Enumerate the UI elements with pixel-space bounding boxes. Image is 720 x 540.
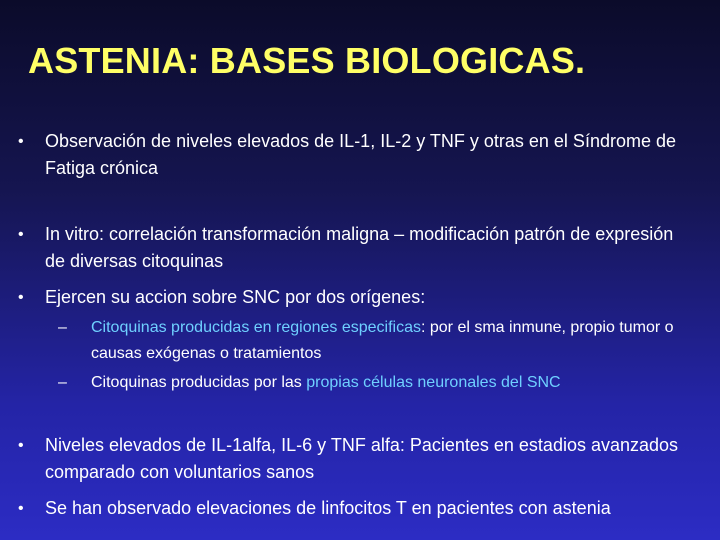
bullet-glyph: • bbox=[18, 500, 24, 517]
dash-glyph: – bbox=[58, 374, 67, 391]
bullet-glyph: • bbox=[18, 133, 24, 150]
bullet-item bbox=[18, 495, 698, 522]
sub-item bbox=[58, 315, 698, 367]
bullet-glyph: • bbox=[18, 226, 24, 243]
sub-text bbox=[91, 315, 698, 367]
bullet-item bbox=[18, 432, 698, 486]
bullet-text: Ejercen su accion sobre SNC por dos orígenes: bbox=[45, 287, 426, 307]
sub-text bbox=[91, 370, 698, 396]
bullet-glyph: • bbox=[18, 437, 24, 454]
sub-highlight: propias células neuronales del SNC bbox=[306, 374, 561, 391]
bullet-item bbox=[18, 284, 698, 311]
bullet-text: Niveles elevados de IL-1alfa, IL-6 y TNF alfa: Pacientes en estadios avanzados comparado con voluntarios sanos bbox=[45, 435, 679, 482]
bullet-item bbox=[18, 128, 698, 182]
sub-highlight: Citoquinas producidas en regiones especificas bbox=[91, 319, 421, 336]
bullet-text: Se han observado elevaciones de linfocitos T en pacientes con astenia bbox=[45, 498, 611, 518]
slide-title: ASTENIA: BASES BIOLOGICAS. bbox=[28, 40, 586, 81]
sub-lead: Citoquinas producidas por las bbox=[91, 374, 307, 391]
dash-glyph: – bbox=[58, 319, 67, 336]
sub-item bbox=[58, 370, 698, 396]
bullet-item bbox=[18, 221, 698, 275]
bullet-text: Observación de niveles elevados de IL-1, IL-2 y TNF y otras en el Síndrome de Fatiga crónica bbox=[45, 131, 676, 178]
bullet-glyph: • bbox=[18, 289, 24, 306]
bullet-text: In vitro: correlación transformación maligna – modificación patrón de expresión de diversas citoquinas bbox=[45, 224, 674, 271]
sub-rest: : por el sma inmune, propio tumor o causas exógenas o tratamientos bbox=[91, 319, 674, 362]
